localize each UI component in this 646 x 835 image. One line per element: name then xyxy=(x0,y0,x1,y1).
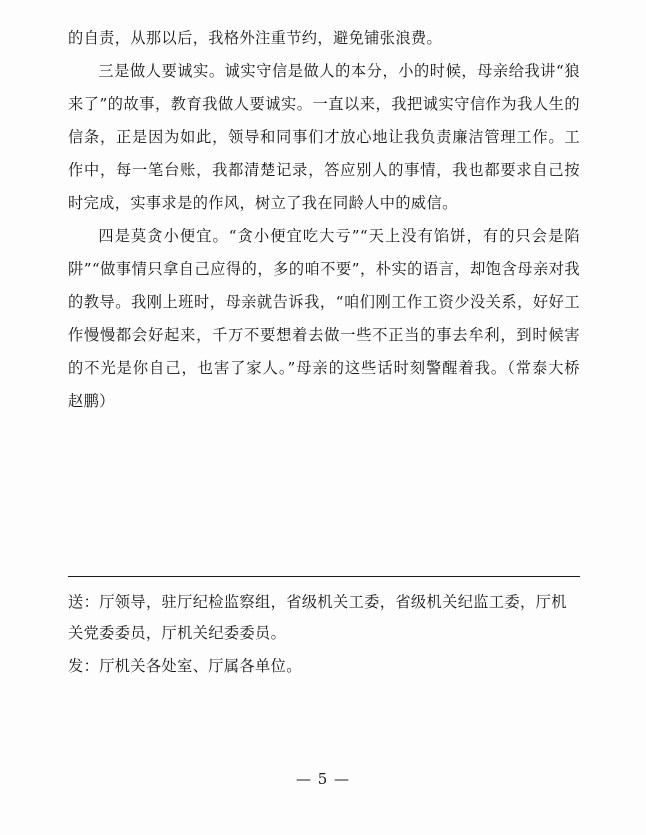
footer-distribution-text: 厅领导，驻厅纪检监察组，省级机关工委，省级机关纪监工委，厅机关党委委员，厅机关纪委委员。 xyxy=(68,593,567,642)
paragraph-point-three: 三是做人要诚实。诚实守信是做人的本分，小的时候，母亲给我讲“狼来了”的故事，教育我做人要诚实。一直以来，我把诚实守信作为我人生的信条，正是因为如此，领导和同事们才放心地让我负责廉洁管理工作。工作中，每一笔台账，我都清楚记录，答应别人的事情，我也都要求自己按时完成，实事求是的作风，树立了我在同龄人中的威信。 xyxy=(68,62,580,212)
footer-divider xyxy=(68,576,580,577)
page-number: — 5 — xyxy=(295,770,351,788)
footer-issue-label: 发： xyxy=(68,657,100,675)
footer-distribution-label: 送： xyxy=(68,593,100,611)
paragraph-point-four: 四是莫贪小便宜。“贪小便宜吃大亏”“天上没有馅饼，有的只会是陷阱”“做事情只拿自己应得的，多的咱不要”，朴实的语言，却饱含母亲对我的教导。我刚上班时，母亲就告诉我，“咱们刚工作工资少没关系，好好工作慢慢都会好起来，千万不要想着去做一些不正当的事去牟利，到时候害的不光是你自己，也害了家人。”母亲的这些话时刻警醒着我。（常泰大桥 赵鹏） xyxy=(68,227,596,410)
document-footer xyxy=(68,576,580,682)
paragraph-continuation: 的自责，从那以后，我格外注重节约，避免铺张浪费。 xyxy=(68,29,443,47)
footer-distribution-line xyxy=(68,587,580,649)
document-body xyxy=(68,22,596,418)
footer-issue-line xyxy=(68,651,580,682)
footer-issue-text: 厅机关各处室、厅属各单位。 xyxy=(99,657,302,675)
